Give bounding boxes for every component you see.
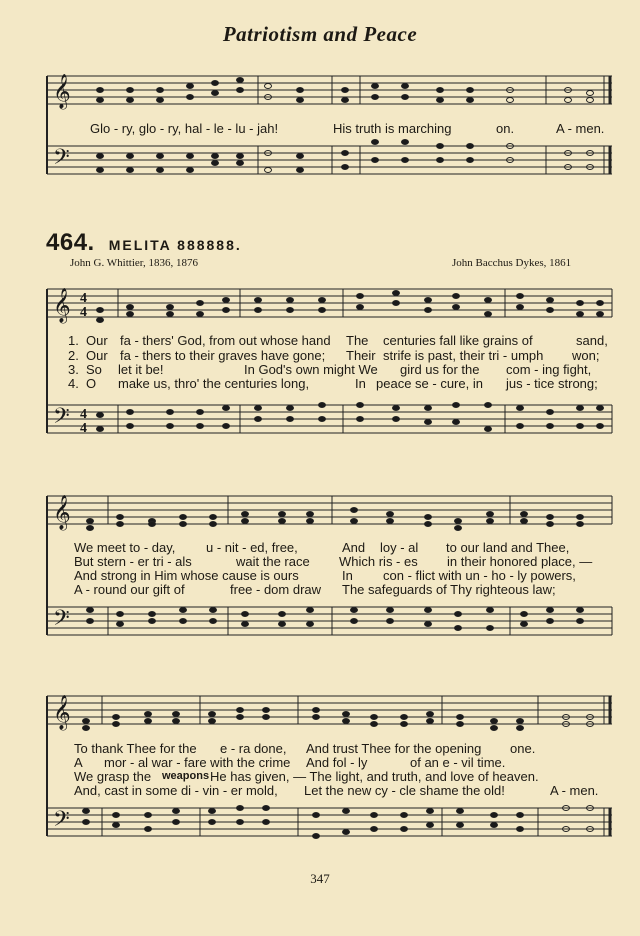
svg-text:𝄞: 𝄞 [53, 288, 71, 323]
svg-text:𝄢: 𝄢 [53, 807, 70, 837]
svg-text:4: 4 [80, 421, 87, 436]
hymn-heading [46, 229, 242, 257]
svg-text:4: 4 [80, 407, 87, 422]
svg-text:4: 4 [80, 291, 87, 306]
music-credit: John Bacchus Dykes, 1861 [452, 257, 572, 269]
svg-text:𝄞: 𝄞 [53, 495, 71, 530]
svg-text:4: 4 [80, 305, 87, 320]
bass-clef-icon: 𝄢 [53, 145, 70, 175]
svg-text:𝄢: 𝄢 [53, 404, 70, 434]
svg-text:𝄞: 𝄞 [53, 695, 71, 730]
section-title: Patriotism and Peace [222, 22, 418, 46]
svg-text:𝄢: 𝄢 [53, 606, 70, 636]
hymn-number: 464. [46, 229, 95, 256]
words-credit: John G. Whittier, 1836, 1876 [70, 257, 198, 269]
tune-name: MELITA 888888. [108, 237, 242, 253]
hymnal-page: Patriotism and Peace 𝄞 𝄢 Glo - ry, glo - ry, hal - le - lu - jah! His truth is marching on. A - men. 464. MELITA 888888. John G. Whittier, 1836, 1876 John Bacchus Dykes, 1861 𝄞 𝄢 4 4 4 4 1. Our fa - thers' God, from out whose hand The centuries fall like grains of sand, 2. Our fa - thers to their graves have gone; Their strife is past, their tri - umph won; 3. So let it be! In God's own might We gird us for the com - ing fight, 4. O make us, thro' the centuries long, In peace se - cure, in jus - tice strong; 𝄞 𝄢 We meet to - day, u - nit - ed, free, And loy - al to our land and Thee, But stern - er tri - als wait the race Which ris - es in their honored place, — And strong in Him whose cause is ours In con - flict with un - ho - ly powers, A - round our gift of free - dom draw The safeguards of Thy righteous law; 𝄞 𝄢 To thank Thee for the e - ra done, And trust Thee for the opening one. A mor - al war - fare with the crime And fol - ly of an e - vil time. We grasp the weapons He has given, — The light, and truth, and love of heaven. And, cast in some di - vin - er mold, Let the new cy - cle shame the old! A - men. 347 [0, 0, 640, 936]
page-number: 347 [310, 871, 330, 886]
treble-clef-icon: 𝄞 [53, 74, 71, 109]
